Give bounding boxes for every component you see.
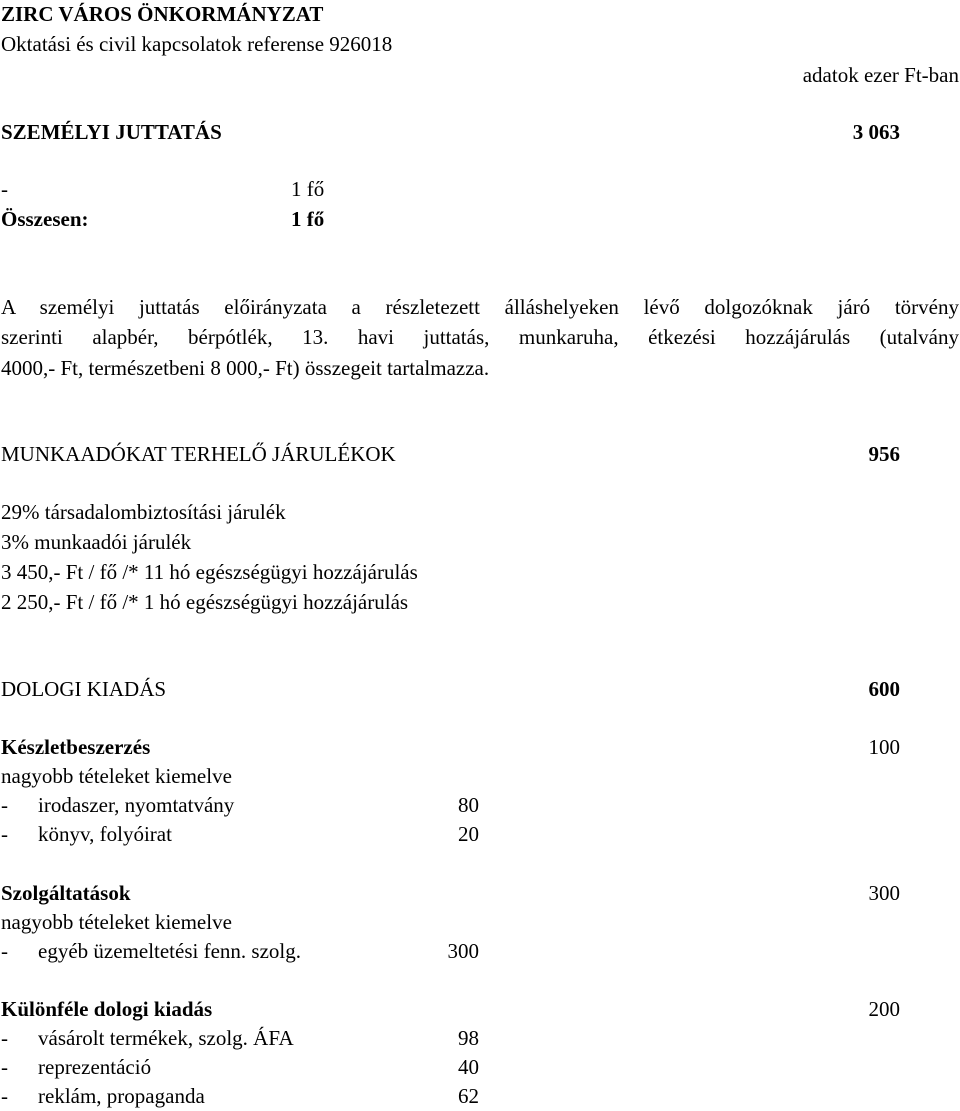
supplies-title: Készletbeszerzés [1, 735, 151, 759]
misc-item-dash: - [1, 1084, 8, 1108]
services-item-label: egyéb üzemeltetési fenn. szolg. [38, 939, 301, 963]
contributions-amount: 956 [868, 442, 900, 466]
misc-item-label: reprezentáció [38, 1055, 152, 1079]
material-heading: DOLOGI KIADÁS [1, 677, 167, 701]
contribution-item: 3 450,- Ft / fő /* 11 hó egészségügyi hozzájárulás [1, 560, 418, 584]
contribution-item: 2 250,- Ft / fő /* 1 hó egészségügyi hozzájárulás [1, 590, 409, 614]
misc-item-value: 40 [458, 1055, 479, 1079]
supplies-item-value: 20 [458, 822, 479, 846]
contribution-item: 3% munkaadói járulék [1, 530, 192, 554]
services-note: nagyobb tételeket kiemelve [1, 910, 232, 934]
services-item-value: 300 [447, 939, 479, 963]
misc-item-label: vásárolt termékek, szolg. ÁFA [38, 1026, 294, 1050]
misc-title: Különféle dologi kiadás [1, 997, 213, 1021]
misc-item-value: 62 [458, 1084, 479, 1108]
misc-item-dash: - [1, 1055, 8, 1079]
supplies-item-value: 80 [458, 793, 479, 817]
misc-amount: 200 [868, 997, 900, 1021]
misc-item-dash: - [1, 1026, 8, 1050]
services-amount: 300 [868, 881, 900, 905]
supplies-item-dash: - [1, 822, 8, 846]
contributions-heading: MUNKAADÓKAT TERHELŐ JÁRULÉKOK [1, 442, 396, 466]
personal-heading: SZEMÉLYI JUTTATÁS [1, 120, 222, 144]
supplies-amount: 100 [868, 735, 900, 759]
personal-row-value: 1 fő [291, 177, 325, 201]
personal-row-dash: - [1, 177, 8, 201]
misc-item-label: reklám, propaganda [38, 1084, 205, 1108]
supplies-item-dash: - [1, 793, 8, 817]
contribution-item: 29% társadalombiztosítási járulék [1, 500, 286, 524]
unit-note: adatok ezer Ft-ban [802, 63, 959, 87]
services-item-dash: - [1, 939, 8, 963]
page-title: ZIRC VÁROS ÖNKORMÁNYZAT [1, 2, 324, 26]
personal-total-label: Összesen: [1, 207, 89, 231]
personal-paragraph-line-2: szerinti alapbér, bérpótlék, 13. havi juttatás, munkaruha, étkezési hozzájárulás (utalvány [1, 325, 959, 349]
supplies-item-label: irodaszer, nyomtatvány [38, 793, 235, 817]
supplies-note: nagyobb tételeket kiemelve [1, 764, 232, 788]
material-amount: 600 [868, 677, 900, 701]
services-title: Szolgáltatások [1, 881, 131, 905]
page-subtitle: Oktatási és civil kapcsolatok referense 926018 [1, 32, 393, 56]
personal-total-value: 1 fő [291, 207, 325, 231]
personal-paragraph-line-1: A személyi juttatás előirányzata a részletezett álláshelyeken lévő dolgozóknak járó törvény [1, 295, 959, 319]
personal-amount: 3 063 [852, 120, 900, 144]
personal-paragraph-line-3: 4000,- Ft, természetbeni 8 000,- Ft) összegeit tartalmazza. [1, 356, 490, 380]
supplies-item-label: könyv, folyóirat [38, 822, 172, 846]
misc-item-value: 98 [458, 1026, 479, 1050]
